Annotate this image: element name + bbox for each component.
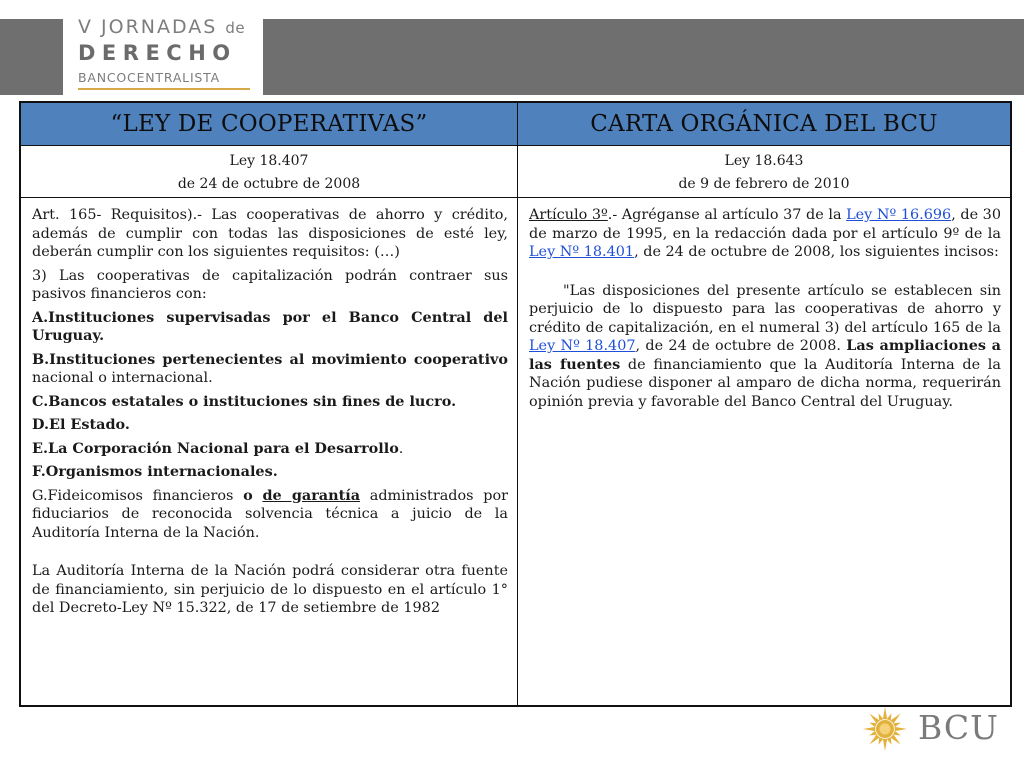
sun-ray — [890, 734, 900, 744]
sun-ray — [890, 713, 900, 723]
closing-paragraph: La Auditoría Interna de la Nación podrá considerar otra fuente de financiamiento, sin perjuicio de lo dispuesto en el artículo 1° del Decreto-Ley Nº 15.322, de 17 de setiembre de 1982 — [32, 563, 508, 616]
sun-ray — [878, 713, 883, 721]
logo-line-2: DERECHO — [78, 41, 237, 65]
sun-ray — [869, 713, 879, 723]
item-d: D.El Estado. — [32, 416, 130, 433]
sun-ray — [887, 713, 892, 721]
right-body-cell — [518, 198, 1010, 705]
bcu-logo-text: BCU — [918, 708, 999, 747]
sun-ray — [863, 727, 875, 731]
quoted-paragraph: "Las disposiciones del presente artículo se establecen sin perjuicio de lo dispuesto para las cooperativas de ahorro y crédito de capitalización, en el numeral 3) del artículo 165 de la Ley Nº 18.407, de 24 de octubre de 2008. Las ampliaciones a las fuentes de financiamiento que la Auditoría Interna de la Nación pudiese disponer al amparo de dicha norma, requerirán opinión previa y favorable del Banco Central del Uruguay. — [529, 282, 1002, 410]
right-column-heading: CARTA ORGÁNICA DEL BCU — [518, 103, 1010, 146]
logo-line-3: BANCOCENTRALISTA — [78, 70, 220, 85]
item-e: E.La Corporación Nacional para el Desarrollo. — [32, 439, 404, 457]
article-165-intro: Art. 165- Requisitos).- Las cooperativas de ahorro y crédito, además de cumplir con todas las disposiciones de esté ley, deberán cumplir con los siguientes requisitos: (…) — [32, 207, 508, 260]
left-law-number: Ley 18.407 — [229, 153, 309, 169]
ley-18407-link[interactable]: Ley Nº 18.407 — [529, 338, 636, 354]
sun-ray — [869, 734, 879, 744]
right-law-date: de 9 de febrero de 2010 — [678, 176, 850, 192]
article-3-paragraph: Artículo 3º.- Agréganse al artículo 37 de la Ley Nº 16.696, de 30 de marzo de 1995, en la redacción dada por el artículo 9º de la Ley Nº 18.401, de 24 de octubre de 2008, los siguientes incisos: — [529, 207, 1001, 260]
logo-divider — [78, 88, 250, 90]
ley-18401-link[interactable]: Ley Nº 18.401 — [529, 244, 635, 260]
sun-ray — [893, 722, 901, 727]
jornadas-logo — [63, 0, 263, 95]
ley-16696-link[interactable]: Ley Nº 16.696 — [846, 207, 952, 223]
sun-ray — [883, 707, 887, 719]
right-law-number: Ley 18.643 — [724, 153, 804, 169]
item-g: G.Fideicomisos financieros o de garantía administrados por fiduciarios de reconocida solvencia técnica a juicio de la Auditoría Interna de la Nación. — [32, 486, 509, 541]
item-c: C.Bancos estatales o instituciones sin fines de lucro. — [32, 392, 457, 410]
sun-ray — [869, 722, 877, 727]
point-3-text: 3) Las cooperativas de capitalización podrán contraer sus pasivos financieros con: — [32, 267, 508, 302]
sun-ray — [869, 731, 877, 736]
left-body-cell — [21, 198, 518, 705]
sun-ray — [887, 737, 892, 745]
spacer — [32, 547, 508, 562]
item-f: F.Organismos internacionales. — [32, 463, 278, 480]
sun-ray — [895, 727, 907, 731]
right-law-cell — [518, 146, 1010, 198]
sun-ray — [883, 739, 887, 751]
left-law-cell — [21, 146, 518, 198]
spacer — [529, 267, 1001, 282]
logo-line-1: V JORNADAS de — [78, 16, 246, 38]
left-law-date: de 24 de octubre de 2008 — [177, 176, 361, 192]
bcu-sun-icon — [862, 706, 908, 752]
sun-ray — [878, 737, 883, 745]
left-column-heading: “LEY DE COOPERATIVAS” — [21, 103, 518, 146]
comparison-table — [19, 101, 1012, 707]
sun-ray — [893, 731, 901, 736]
item-a: A.Instituciones supervisadas por el Banco Central del Uruguay. — [32, 308, 508, 344]
item-b: B.Instituciones pertenecientes al movimiento cooperativo nacional o internacional. — [32, 350, 508, 386]
